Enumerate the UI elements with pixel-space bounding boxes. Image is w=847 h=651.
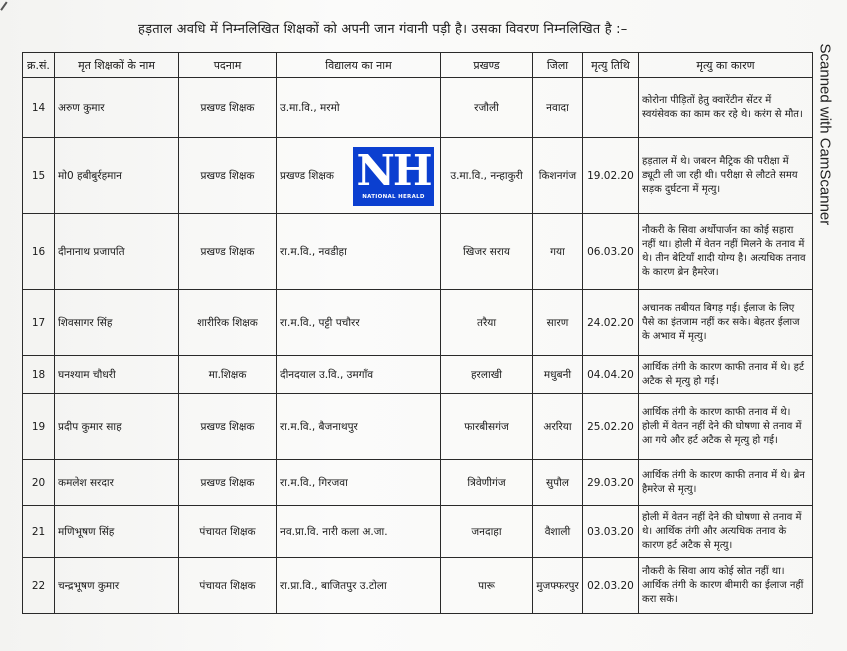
- watermark-text: Scanned with CamScanner: [816, 43, 834, 226]
- cell-serial: 19: [23, 394, 55, 460]
- cell-block: तरैया: [441, 290, 533, 356]
- page-edge-mark: [0, 1, 16, 16]
- col-header-date: मृत्यु तिथि: [583, 53, 639, 78]
- col-header-cause: मृत्यु का कारण: [639, 53, 813, 78]
- cell-post: प्रखण्ड शिक्षक: [179, 460, 277, 506]
- cell-post: मा.शिक्षक: [179, 356, 277, 394]
- table-row: [23, 356, 813, 394]
- col-header-name: मृत शिक्षकों के नाम: [55, 53, 179, 78]
- cell-district: मुजफ्फरपुर: [533, 558, 583, 614]
- table-row: [23, 506, 813, 558]
- cell-cause: नौकरी के सिवा अर्थोपार्जन का कोई सहारा नहीं था। होली में वेतन नहीं मिलने के तनाव में थे। तीन बेटियाँ शादी योग्य है। अत्यधिक तनाव के कारण ब्रेन हैमरेज।: [639, 214, 813, 290]
- cell-post: प्रखण्ड शिक्षक: [179, 214, 277, 290]
- cell-date: 02.03.20: [583, 558, 639, 614]
- cell-date: 04.04.20: [583, 356, 639, 394]
- cell-cause: अचानक तबीयत बिगड़ गई। ईलाज के लिए पैसे का इंतजाम नहीं कर सके। बेहतर ईलाज के अभाव में मृत्यु।: [639, 290, 813, 356]
- cell-cause: आर्थिक तंगी के कारण काफी तनाव में थे। होली में वेतन नहीं देने की घोषणा से तनाव में आ गये और हर्ट अटैक से मृत्यु हो गई।: [639, 394, 813, 460]
- cell-cause: नौकरी के सिवा आय कोई स्रोत नहीं था। आर्थिक तंगी के कारण बीमारी का ईलाज नहीं करा सके।: [639, 558, 813, 614]
- cell-school: रा.प्रा.वि., बाजितपुर उ.टोला: [277, 558, 441, 614]
- cell-post: प्रखण्ड शिक्षक: [179, 394, 277, 460]
- cell-serial: 20: [23, 460, 55, 506]
- cell-date: [583, 78, 639, 138]
- cell-school: नव.प्रा.वि. नारी कला अ.जा.: [277, 506, 441, 558]
- col-header-post: पदनाम: [179, 53, 277, 78]
- cell-block: खिजर सराय: [441, 214, 533, 290]
- cell-name: शिवसागर सिंह: [55, 290, 179, 356]
- cell-block: फारबीसगंज: [441, 394, 533, 460]
- cell-school: उ.मा.वि., मरमो: [277, 78, 441, 138]
- cell-name: प्रदीप कुमार साह: [55, 394, 179, 460]
- col-header-serial: क्र.सं.: [23, 53, 55, 78]
- logo-letters: NH: [356, 146, 431, 195]
- cell-date: 24.02.20: [583, 290, 639, 356]
- cell-block: पारू: [441, 558, 533, 614]
- cell-date: 03.03.20: [583, 506, 639, 558]
- cell-district: सारण: [533, 290, 583, 356]
- cell-school: रा.म.वि., गिरजवा: [277, 460, 441, 506]
- cell-name: अरुण कुमार: [55, 78, 179, 138]
- cell-block: उ.मा.वि., नन्हाकुरी: [441, 138, 533, 214]
- cell-school: रा.म.वि., नवडीहा: [277, 214, 441, 290]
- cell-post: प्रखण्ड शिक्षक: [179, 138, 277, 214]
- cell-name: चन्द्रभूषण कुमार: [55, 558, 179, 614]
- cell-school: रा.म.वि., पट्टी पचौरर: [277, 290, 441, 356]
- cell-name: दीनानाथ प्रजापति: [55, 214, 179, 290]
- cell-name: मो0 हबीबुर्रहमान: [55, 138, 179, 214]
- col-header-district: जिला: [533, 53, 583, 78]
- cell-district: वैशाली: [533, 506, 583, 558]
- cell-cause: होली में वेतन नहीं देने की घोषणा से तनाव में थे। आर्थिक तंगी और अत्यधिक तनाव के कारण हर्ट अटैक से मृत्यु।: [639, 506, 813, 558]
- cell-post: शारीरिक शिक्षक: [179, 290, 277, 356]
- cell-serial: 16: [23, 214, 55, 290]
- cell-school: प्रखण्ड शिक्षक: [277, 138, 441, 214]
- cell-serial: 15: [23, 138, 55, 214]
- cell-serial: 17: [23, 290, 55, 356]
- cell-school: रा.म.वि., बैजनाथपुर: [277, 394, 441, 460]
- cell-serial: 18: [23, 356, 55, 394]
- cell-post: प्रखण्ड शिक्षक: [179, 78, 277, 138]
- cell-date: 19.02.20: [583, 138, 639, 214]
- page-heading: हड़ताल अवधि में निम्नलिखित शिक्षकों को अपनी जान गंवानी पड़ी है। उसका विवरण निम्नलिखित है :–: [138, 22, 628, 37]
- cell-district: सुपौल: [533, 460, 583, 506]
- cell-serial: 21: [23, 506, 55, 558]
- table-row: [23, 460, 813, 506]
- col-header-block: प्रखण्ड: [441, 53, 533, 78]
- cell-name: मणिभूषण सिंह: [55, 506, 179, 558]
- table-row: [23, 290, 813, 356]
- cell-cause: आर्थिक तंगी के कारण काफी तनाव में थे। हर्ट अटैक से मृत्यु हो गई।: [639, 356, 813, 394]
- table-header-row: [23, 53, 813, 78]
- logo-subtitle: NATIONAL HERALD: [362, 194, 425, 200]
- cell-date: 06.03.20: [583, 214, 639, 290]
- cell-date: 29.03.20: [583, 460, 639, 506]
- table-row: [23, 214, 813, 290]
- cell-block: जनदाहा: [441, 506, 533, 558]
- table-row: [23, 394, 813, 460]
- col-header-school: विद्यालय का नाम: [277, 53, 441, 78]
- cell-name: कमलेश सरदार: [55, 460, 179, 506]
- cell-serial: 14: [23, 78, 55, 138]
- cell-post: पंचायत शिक्षक: [179, 558, 277, 614]
- national-herald-logo: [353, 147, 434, 206]
- cell-cause: कोरोना पीड़ितों हेतु क्वारेंटीन सेंटर में स्वयंसेवक का काम कर रहे थे। करंग से मौत।: [639, 78, 813, 138]
- cell-serial: 22: [23, 558, 55, 614]
- cell-district: अररिया: [533, 394, 583, 460]
- table-row: [23, 78, 813, 138]
- cell-block: रजौली: [441, 78, 533, 138]
- cell-district: किशनगंज: [533, 138, 583, 214]
- cell-date: 25.02.20: [583, 394, 639, 460]
- table-row: [23, 558, 813, 614]
- cell-cause: आर्थिक तंगी के कारण काफी तनाव में थे। ब्रेन हैमरेज से मृत्यु।: [639, 460, 813, 506]
- camscanner-watermark: [806, 30, 846, 280]
- cell-district: मधुबनी: [533, 356, 583, 394]
- cell-name: घनश्याम चौधरी: [55, 356, 179, 394]
- cell-cause: हड़ताल में थे। जबरन मैट्रिक की परीक्षा में ड्यूटी ली जा रही थी। परीक्षा से लौटते समय सड़क दुर्घटना में मृत्यु।: [639, 138, 813, 214]
- cell-post: पंचायत शिक्षक: [179, 506, 277, 558]
- cell-block: हरलाखी: [441, 356, 533, 394]
- teachers-death-table: [22, 52, 813, 614]
- cell-district: नवादा: [533, 78, 583, 138]
- cell-block: त्रिवेणीगंज: [441, 460, 533, 506]
- cell-school: दीनदयाल उ.वि., उमगाँव: [277, 356, 441, 394]
- cell-district: गया: [533, 214, 583, 290]
